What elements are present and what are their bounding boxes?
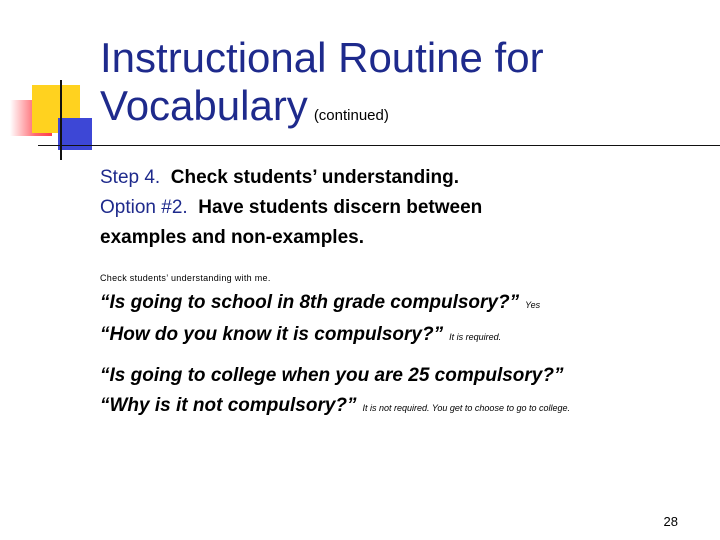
answer-1b: It is required. — [449, 332, 502, 342]
page-number: 28 — [663, 514, 678, 529]
question-group-2 — [100, 361, 570, 423]
question-2b: “Why is it not compulsory?” — [100, 395, 357, 416]
question-group-1 — [100, 288, 540, 352]
option-text: Have students discern between — [198, 197, 483, 218]
step-label: Step 4. — [100, 167, 161, 188]
question-2a: “Is going to college when you are 25 compulsory?” — [100, 365, 564, 386]
answer-1a: Yes — [525, 300, 541, 310]
question-1b: “How do you know it is compulsory?” — [100, 324, 444, 345]
title-suffix: (continued) — [313, 107, 389, 124]
option-text-cont: examples and non-examples. — [100, 227, 364, 248]
title-line2: Vocabulary — [100, 82, 308, 129]
vertical-rule — [60, 80, 62, 160]
title-rule — [38, 145, 720, 146]
instruction-text: Check students’ understanding with me. — [100, 273, 271, 283]
step-text: Check students’ understanding. — [170, 167, 459, 188]
step-block — [100, 163, 482, 253]
title-line1: Instructional Routine for — [100, 34, 544, 81]
option-label: Option #2. — [100, 197, 188, 218]
slide-title — [100, 34, 700, 140]
question-1a: “Is going to school in 8th grade compulsory?” — [100, 292, 520, 313]
answer-2b: It is not required. You get to choose to go to college. — [362, 403, 570, 413]
